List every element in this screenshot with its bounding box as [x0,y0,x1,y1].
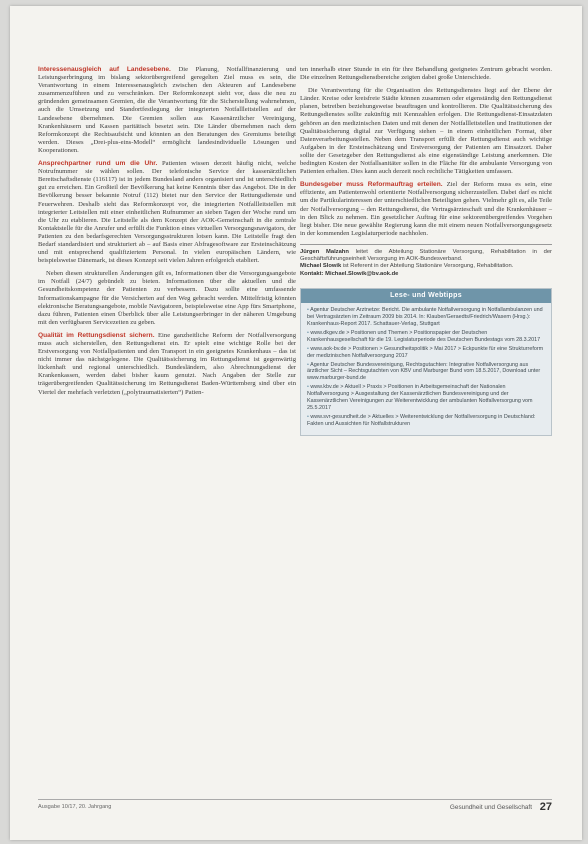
list-item: • Agentur Deutscher Arztnetze: Bericht. Die ambulante Notfallversorgung in Notfallambulanzen und bei Vertragsärzten im Zeitraum 2009 bis 2014. In: Klauber/Geraedts/Friedrich/Wasem (Hrsg.): Krankenhaus-Report 2017. Schattauer-Verlag, Stuttgart [307,307,545,328]
list-item: • Agentur Deutscher Bundesvereinigung, Rechtsgutachten: Integrative Notfallversorgung aus ärztlicher Sicht – Rechtsgutachten von KBV und Marburger Bund vom 18.5.2017, Download unter www.marburger-bund.de [307,362,545,383]
paragraph [38,66,296,155]
paragraph-text: Neben diesen strukturellen Änderungen gilt es, Informationen über die Versorgungsangebote im Notfall (24/7) gebündelt zu bieten. Informationen über die aktuellen und die Gesundheitskompetenz der Patienten zu verbessern. Dazu sollte eine umfassende Informationskampagne für die Versicherten auf den Weg gebracht werden. Mittelfristig könnten elektronische Beratungsangebote, mobile Navigatoren, beispielsweise eine App fürs Smartphone, dazu führen, Patienten einen Überblick über alle Leistungserbringer in der näheren Umgebung mit den verfügbaren Servicezeiten zu geben. [38,270,296,326]
paragraph [300,66,552,82]
list-item: • www.svr-gesundheit.de > Aktuelles > Weiterentwicklung der Notfallversorgung in Deutschland: Fakten und Aussichten für Notfallstrukturen [307,414,545,428]
author-info [300,244,552,278]
reading-tips-box [300,288,552,436]
paragraph-text: Patienten wissen derzeit häufig nicht, welche Notrufnummer sie wählen sollen. Der telefonische Service der kassenärztlichen Bereitschaftsdienste (116117) ist in jedem Bundesland anders organisiert und ist unterschiedlich gut zu erreichen. Ein Großteil der Bevölkerung hat keine Kenntnis über das Angebot. Die in der Bevölkerung besser bekannte Notruf (112) bietet nur den Service der Rettungsdienste und Feuerwehren. Deshalb sieht das Reformkonzept vor, die integrierten Notfallleitstellen mit integrierter Leitstellen mit einer einheitlichen Rufnummer an sieben Tagen der Woche rund um die Uhr zu etablieren. Die Leitstelle als dem Konzept der AOK-Gemeinschaft in die zentrale Kontaktstelle für die Anrufer und erfüllt die Funktion eines virtuellen Versorgungsnavigators, der Patienten zu den bedarfsgerechten Versorgungsstrukturen lotsen kann. Die Leitstelle fragt den Bedarf standardisiert und strukturiert ab – auf Basis einer Abfragesoftware zur Ersteinschätzung und mit entsprechend qualifiziertem Personal. In vielen europäischen Ländern, wie beispielsweise Dänemark, ist dieses Konzept seit vielen Jahren erfolgreich etabliert. [38,160,296,265]
author-text: leitet die Abteilung Stationäre Versorgung, Rehabilitation in der Geschäftsführungseinheit Versorgung im AOK-Bundesverband. [300,248,552,263]
section-name: Gesundheit und Gesellschaft [449,804,532,811]
paragraph [300,87,552,176]
author-name: Jürgen Malzahn [300,248,349,255]
paragraph [300,181,552,238]
issue-info: Ausgabe 10/17, 20. Jahrgang [38,804,112,810]
paragraph-lead: Ansprechpartner rund um die Uhr. [38,160,158,168]
reading-tips-list [301,303,551,435]
paragraph-text: ten innerhalb einer Stunde in ein für ihre Behandlung geeignetes Zentrum gebracht worden. Die einzelnen Rettungsdienstbereiche zeigten dabei große Unterschiede. [300,66,552,82]
paragraph-text: Ziel der Reform muss es sein, eine effiziente, am Patientenwohl orientierte Notfallversorgung sicherzustellen. Dabei darf es nicht um die Partikularinteressen der unterschiedlichen Beteiligten gehen. Vielmehr gilt es, alle Teile der Notfallversorgung – den Rettungsdienst, die Vertragsärzteschaft und die Krankenhäuser – in den Blick zu nehmen. Ein gesetzlicher Auftrag für eine sektorenübergreifendes Vorgehen liegt bisher. Die neue gewählte Regierung kann die mit einem neuen Notfallversorgungsgesetz in der kommenden Legislaturperiode nachholen. [300,181,553,237]
page-number: 27 [539,801,552,813]
list-item: • www.dkgev.de > Positionen und Themen > Positionspapier der Deutschen Krankenhausgesellschaft für die 19. Legislaturperiode des Deutschen Bundestags vom 28.3.2017 [307,330,545,344]
paragraph [38,332,296,397]
paragraph [38,160,296,265]
paragraph [38,270,296,327]
reading-tips-title: Lese- und Webtipps [301,289,551,303]
list-item: • www.aok-bv.de > Positionen > Gesundheitspolitik > Mai 2017 > Eckpunkte für eine Strukturreform der medizinischen Notfallversorgung 2017 [307,346,545,360]
paragraph-text: Die Verantwortung für die Organisation des Rettungsdienstes liegt auf der Ebene der Länder. Kreise oder kreisfreie Städte können zusammen oder eigenständig den Rettungsdienst planen, betreiben beziehungsweise beauftragen und kontrollieren. Die Qualitätssicherung des Rettungsdienstes sollte zukünftig mit Kennzahlen erfolgen. Die Rettungsdienst-Einsatzdaten gehören an den medizinischen Daten und mit denen der Notfallleitstellen und Institutionen der Qualitätssicherung digital zur Verfügung stehen – in einem einheitlichen Format, über Datenverarbeitungsstellen. Neben dem Transport erfüllt der Rettungsdienst auch wichtige Aufgaben in der Ersteinschätzung und Erstversorgung der Patienten am Einsatzort. Daher sollte der Gesetzgeber den Rettungsdienst als eine eigenständige Leistung anerkennen. Die bedingten Kosten der Notfallsanitäter sollen in die Fläche für die ambulante Versorgung von Patienten erhalten. Dies kann auch derzeit noch rechtliche Tätigkeiten umfassen. [300,87,552,176]
paragraph-lead: Qualität im Rettungsdienst sichern. [38,331,155,339]
author-text: ist Referent in der Abteilung Stationäre Versorgung, Rehabilitation. [342,263,514,270]
paragraph-lead: Interessenausgleich auf Landesebene. [38,66,171,73]
magazine-page [10,6,582,840]
left-column [38,66,296,402]
page-footer [38,799,552,814]
paragraph-text: Die Planung, Notfallfinanzierung und Leistungserbringung im bislang sektorübergreifend geregelten Ziel muss es sein, die Verantwortung in einem Interessenausgleich zwischen den Akteuren auf Landesebene zusammenzuführen und zu verschränken. Der Reformkonzept sieht vor, dass die neu zu gründenden gemeinsamen Gremien, die die Verantwortung für die Sicherstellung wahrnehmen, auch die Umsetzung und Standortfestlegung der integrierten Notfallleitstellen auf der Landesebene übernehmen. Die Gremien sollen aus Kassenärztlicher Vereinigung, Krankenhäusern und Kassen paritätisch besetzt sein. Die Länder übernehmen nach dem Reformkonzept die Rechtsaufsicht und könnten an den Beratungen des Gremiums beteiligt werden. Dieses „Drei-plus-eins-Modell“ ermöglicht landesindividuelle Lösungen und Kooperationen. [38,66,296,154]
list-item: • www.kbv.de > Aktuell > Praxis > Positionen in Arbeitsgemeinschaft der Nationalen Notfallversorgung > Ausgestaltung der Kassenärztlichen Bundesvereinigung und der Kassenärztlichen Vereinigungen zur Weiterentwicklung der ambulanten Notfallversorgung vom 25.5.2017 [307,384,545,412]
paragraph-lead: Bundesgeber muss Reformauftrag erteilen. [300,181,443,189]
author-name: Michael Slowik [300,263,342,270]
contact-email[interactable]: Michael.Slowik@bv.aok.de [325,270,399,277]
right-column [300,66,552,436]
contact-label: Kontakt: [300,270,324,277]
paragraph-text: Eine ganzheitliche Reform der Notfallversorgung muss auch sicherstellen, den Rettungsdienst ein. Er spielt eine wichtige Rolle bei der Erstversorgung von Notfallpatienten und den Transport in ein geeignetes Krankenhaus – das ist nicht immer das nächstgelegene. Die Qualitätssicherung im Rettungsdienst ist gegenwärtig lückenhaft und regional unterschiedlich. Bundesländern, also Abrechnungsdienst der Krankenkassen, werden dabei bisher kaum genutzt. Nach Angaben der Stelle zur trägerübergreifenden Qualitätssicherung im Rettungsdienst Baden-Württemberg sind über ein Viertel der mehrfach verletzten („polytraumatisierten“) Patien- [38,331,296,396]
